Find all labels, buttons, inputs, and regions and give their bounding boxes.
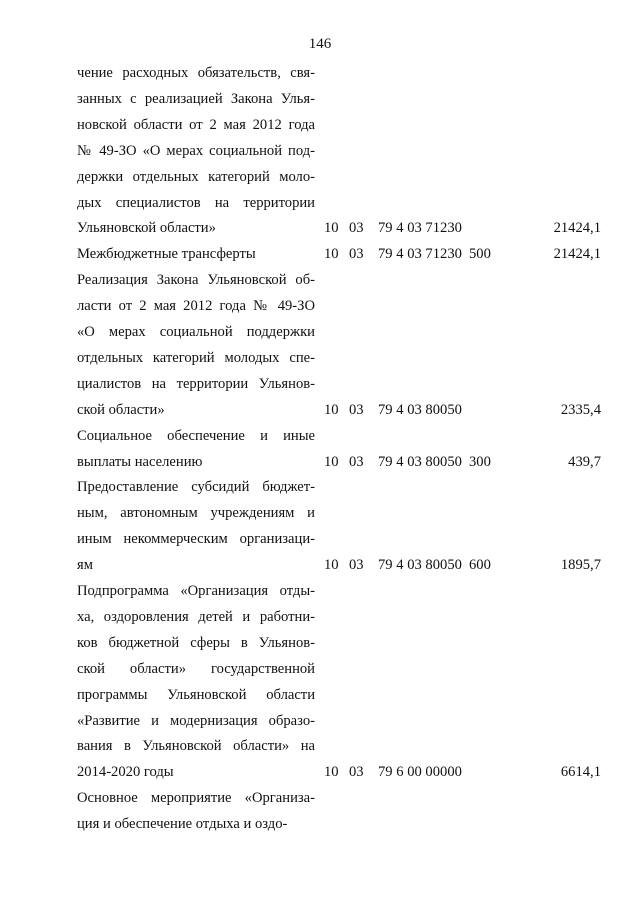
subsection-code: 03	[349, 220, 364, 237]
row-description: ков бюджетной сферы в Ульянов-	[77, 634, 315, 651]
table-row	[77, 529, 637, 549]
row-description: Ульяновской области»	[77, 220, 216, 237]
target-article-code: 79 4 03 80050	[378, 557, 462, 574]
target-article-code: 79 4 03 71230	[378, 220, 462, 237]
table-row	[77, 633, 637, 653]
row-description: держки отдельных категорий моло-	[77, 168, 315, 185]
table-row	[77, 244, 637, 264]
row-description: № 49-ЗО «О мерах социальной под-	[77, 142, 315, 159]
row-description: иным некоммерческим организаци-	[77, 531, 315, 548]
row-description: программы Ульяновской области	[77, 686, 315, 703]
section-code: 10	[324, 246, 339, 263]
subsection-code: 03	[349, 246, 364, 263]
table-row	[77, 400, 637, 420]
row-description: ской области»	[77, 401, 165, 418]
table-row	[77, 452, 637, 472]
table-row	[77, 659, 637, 679]
table-row	[77, 141, 637, 161]
page-number: 146	[308, 36, 332, 52]
table-row	[77, 477, 637, 497]
target-article-code: 79 6 00 00000	[378, 764, 462, 781]
row-description: ция и обеспечение отдыха и оздо-	[77, 816, 288, 833]
section-code: 10	[324, 764, 339, 781]
table-row	[77, 115, 637, 135]
table-row	[77, 607, 637, 627]
row-description: ской области» государственной	[77, 660, 315, 677]
row-description: дых специалистов на территории	[77, 194, 315, 211]
row-description: Основное мероприятие «Организа-	[77, 790, 315, 807]
table-row	[77, 167, 637, 187]
row-description: ным, автономным учреждениям и	[77, 505, 315, 522]
row-description: 2014-2020 годы	[77, 764, 174, 781]
amount-value: 21424,1	[553, 246, 601, 263]
subsection-code: 03	[349, 764, 364, 781]
amount-value: 21424,1	[553, 220, 601, 237]
table-row	[77, 711, 637, 731]
table-row	[77, 685, 637, 705]
subsection-code: 03	[349, 557, 364, 574]
row-description: занных с реализацией Закона Улья-	[77, 90, 315, 107]
expense-type-code: 600	[469, 557, 491, 574]
section-code: 10	[324, 401, 339, 418]
table-row	[77, 555, 637, 575]
table-row	[77, 503, 637, 523]
target-article-code: 79 4 03 80050	[378, 453, 462, 470]
expense-type-code: 500	[469, 246, 491, 263]
row-description: новской области от 2 мая 2012 года	[77, 116, 315, 133]
amount-value: 6614,1	[560, 764, 601, 781]
table-row	[77, 296, 637, 316]
row-description: Подпрограмма «Организация отды-	[77, 583, 315, 599]
row-description: выплаты населению	[77, 453, 203, 470]
section-code: 10	[324, 557, 339, 574]
amount-value: 439,7	[568, 453, 601, 470]
row-description: вания в Ульяновской области» на	[77, 738, 315, 755]
table-row	[77, 322, 637, 342]
section-code: 10	[324, 220, 339, 237]
table-row	[77, 270, 637, 290]
row-description: Социальное обеспечение и иные	[77, 427, 315, 444]
amount-value: 1895,7	[560, 557, 601, 574]
row-description: Межбюджетные трансферты	[77, 246, 256, 263]
row-description: «Развитие и модернизация образо-	[77, 712, 315, 729]
table-row	[77, 762, 637, 782]
row-description: ласти от 2 мая 2012 года № 49-ЗО	[77, 298, 315, 315]
table-row	[77, 63, 637, 83]
row-description: Предоставление субсидий бюджет-	[77, 479, 315, 496]
table-row	[77, 814, 637, 834]
row-description: отдельных категорий молодых спе-	[77, 349, 315, 366]
row-description: ха, оздоровления детей и работни-	[77, 608, 315, 625]
row-description: ям	[77, 557, 93, 574]
table-row	[77, 736, 637, 756]
section-code: 10	[324, 453, 339, 470]
table-row	[77, 374, 637, 394]
amount-value: 2335,4	[560, 401, 601, 418]
table-row	[77, 581, 637, 601]
table-row	[77, 788, 637, 808]
row-description: циалистов на территории Ульянов-	[77, 375, 315, 392]
table-row	[77, 426, 637, 446]
target-article-code: 79 4 03 71230	[378, 246, 462, 263]
row-description: «О мерах социальной поддержки	[77, 324, 315, 340]
table-row	[77, 348, 637, 368]
row-description: чение расходных обязательств, свя-	[77, 65, 315, 81]
subsection-code: 03	[349, 401, 364, 418]
row-description: Реализация Закона Ульяновской об-	[77, 272, 315, 289]
target-article-code: 79 4 03 80050	[378, 401, 462, 418]
subsection-code: 03	[349, 453, 364, 470]
expense-type-code: 300	[469, 453, 491, 470]
table-row	[77, 89, 637, 109]
table-row	[77, 218, 637, 238]
table-row	[77, 193, 637, 213]
